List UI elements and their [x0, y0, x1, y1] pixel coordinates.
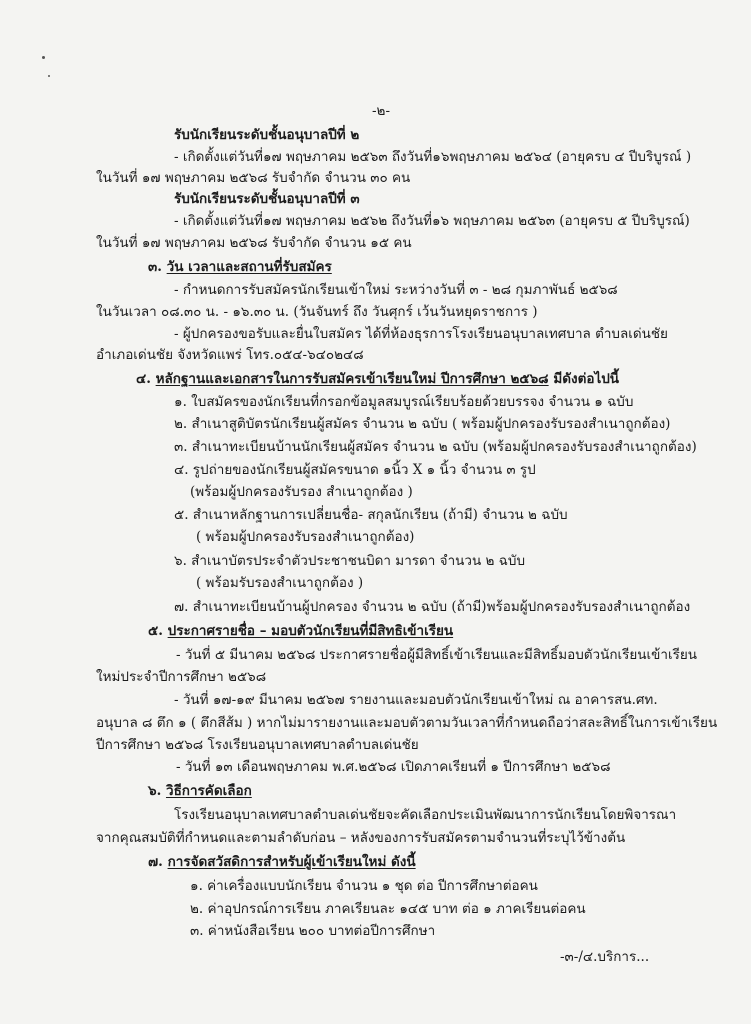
- continuation-marker: -๓-/๔.บริการ...: [560, 949, 650, 965]
- s3-line: อำเภอเด่นชัย จังหวัดแพร่ โทร.๐๕๔-๖๔๐๒๔๘: [96, 347, 364, 363]
- document-item-note: ( พร้อมผู้ปกครองรับรองสำเนาถูกต้อง): [196, 529, 415, 545]
- section-number: ๗.: [148, 854, 163, 870]
- section-title: การจัดสวัสดิการสำหรับผู้เข้าเรียนใหม่ ดังนี้: [167, 854, 416, 870]
- section-6-heading: [148, 782, 252, 800]
- s3-line: - ผู้ปกครองขอรับและยื่นใบสมัคร ได้ที่ห้องธุรการโรงเรียนอนุบาลเทศบาล ตำบลเด่นชัย: [174, 326, 668, 342]
- section-7-heading: [148, 853, 416, 871]
- document-item: ๒. สำเนาสูติบัตรนักเรียนผู้สมัคร จำนวน ๒ ฉบับ ( พร้อมผู้ปกครองรับรองสำเนาถูกต้อง): [174, 416, 671, 432]
- section-number: ๓.: [148, 259, 162, 275]
- section-number: ๖.: [148, 783, 162, 799]
- document-item: ๕. สำเนาหลักฐานการเปลี่ยนชื่อ- สกุลนักเรียน (ถ้ามี) จำนวน ๒ ฉบับ: [174, 507, 568, 523]
- section-title: วิธีการคัดเลือก: [165, 783, 252, 799]
- section-number: ๕.: [148, 623, 163, 639]
- s3-line: - กำหนดการรับสมัครนักเรียนเข้าใหม่ ระหว่างวันที่ ๓ - ๒๘ กุมภาพันธ์ ๒๕๖๘: [174, 282, 618, 298]
- document-item-note: (พร้อมผู้ปกครองรับรอง สำเนาถูกต้อง ): [190, 484, 413, 500]
- page-number: -๒-: [372, 103, 391, 119]
- k3-heading: รับนักเรียนระดับชั้นอนุบาลปีที่ ๓: [174, 191, 360, 207]
- document-item: ๗. สำเนาทะเบียนบ้านผู้ปกครอง จำนวน ๒ ฉบับ (ถ้ามี)พร้อมผู้ปกครองรับรองสำเนาถูกต้อง: [174, 599, 691, 615]
- section-title: ประกาศรายชื่อ – มอบตัวนักเรียนที่มีสิทธิเข้าเรียน: [167, 623, 454, 639]
- s5-line: ปีการศึกษา ๒๕๖๘ โรงเรียนอนุบาลเทศบาลตำบลเด่นชัย: [96, 737, 419, 753]
- section-4-heading: [136, 370, 619, 388]
- welfare-item: ๑. ค่าเครื่องแบบนักเรียน จำนวน ๑ ชุด ต่อ ปีการศึกษาต่อคน: [190, 878, 538, 894]
- document-item: ๖. สำเนาบัตรประจำตัวประชาชนบิดา มารดา จำนวน ๒ ฉบับ: [174, 553, 526, 569]
- document-item-note: ( พร้อมรับรองสำเนาถูกต้อง ): [196, 575, 364, 591]
- s5-line: - วันที่ ๕ มีนาคม ๒๕๖๘ ประกาศรายชื่อผู้มีสิทธิ์เข้าเรียนและมีสิทธิ์มอบตัวนักเรียนเข้าเรียน: [176, 647, 697, 663]
- k2-limit: ในวันที่ ๑๗ พฤษภาคม ๒๕๖๘ รับจำกัด จำนวน ๓๐ คน: [96, 170, 411, 186]
- section-title-tail: มีดังต่อไปนี้: [553, 371, 620, 387]
- k2-birth-range: - เกิดตั้งแต่วันที่๑๗ พฤษภาคม ๒๕๖๓ ถึงวันที่๑๖พฤษภาคม ๒๕๖๔ (อายุครบ ๔ ปีบริบูรณ์ ): [174, 149, 692, 165]
- section-title: หลักฐานและเอกสารในการรับสมัครเข้าเรียนใหม่ ปีการศึกษา ๒๕๖๘: [155, 371, 549, 387]
- s5-line: อนุบาล ๘ ตึก ๑ ( ตึกสีส้ม ) หากไม่มารายงานและมอบตัวตามวันเวลาที่กำหนดถือว่าสละสิทธิ์ในการเข้าเรียน: [96, 715, 718, 731]
- welfare-item: ๒. ค่าอุปกรณ์การเรียน ภาคเรียนละ ๑๔๕ บาท ต่อ ๑ ภาคเรียนต่อคน: [190, 901, 586, 917]
- document-item: ๑. ใบสมัครของนักเรียนที่กรอกข้อมูลสมบูรณ์เรียบร้อยด้วยบรรจง จำนวน ๑ ฉบับ: [174, 394, 634, 410]
- k3-limit: ในวันที่ ๑๗ พฤษภาคม ๒๕๖๘ รับจำกัด จำนวน ๑๕ คน: [96, 235, 412, 251]
- section-number: ๔.: [136, 371, 151, 387]
- section-title: วัน เวลาและสถานที่รับสมัคร: [166, 259, 332, 275]
- s6-line: โรงเรียนอนุบาลเทศบาลตำบลเด่นชัยจะคัดเลือกประเมินพัฒนาการนักเรียนโดยพิจารณา: [174, 807, 677, 823]
- s5-line: - วันที่ ๑๗-๑๙ มีนาคม ๒๕๖๗ รายงานและมอบตัวนักเรียนเข้าใหม่ ณ อาคารสน.ศท.: [174, 692, 658, 708]
- s5-line: ใหม่ประจำปีการศึกษา ๒๕๖๘: [96, 669, 267, 685]
- k3-birth-range: - เกิดตั้งแต่วันที่๑๗ พฤษภาคม ๒๕๖๒ ถึงวันที่๑๖ พฤษภาคม ๒๕๖๓ (อายุครบ ๕ ปีบริบูรณ์): [174, 213, 690, 229]
- document-item: ๔. รูปถ่ายของนักเรียนผู้สมัครขนาด ๑นิ้ว X ๑ นิ้ว จำนวน ๓ รูป: [174, 462, 536, 478]
- s6-line: จากคุณสมบัติที่กำหนดและตามลำดับก่อน – หลังของการรับสมัครตามจำนวนที่ระบุไว้ข้างต้น: [96, 830, 626, 846]
- scan-speck: [42, 56, 45, 59]
- section-5-heading: [148, 622, 453, 640]
- document-item: ๓. สำเนาทะเบียนบ้านนักเรียนผู้สมัคร จำนวน ๒ ฉบับ (พร้อมผู้ปกครองรับรองสำเนาถูกต้อง): [174, 439, 697, 455]
- section-3-heading: [148, 258, 332, 276]
- scan-speck: [48, 75, 50, 77]
- k2-heading: รับนักเรียนระดับชั้นอนุบาลปีที่ ๒: [174, 127, 360, 143]
- s5-line: - วันที่ ๑๓ เดือนพฤษภาคม พ.ศ.๒๕๖๘ เปิดภาคเรียนที่ ๑ ปีการศึกษา ๒๕๖๘: [176, 759, 611, 775]
- s3-line: ในวันเวลา ๐๘.๓๐ น. - ๑๖.๓๐ น. (วันจันทร์ ถึง วันศุกร์ เว้นวันหยุดราชการ ): [96, 304, 538, 320]
- welfare-item: ๓. ค่าหนังสือเรียน ๒๐๐ บาทต่อปีการศึกษา: [190, 923, 436, 939]
